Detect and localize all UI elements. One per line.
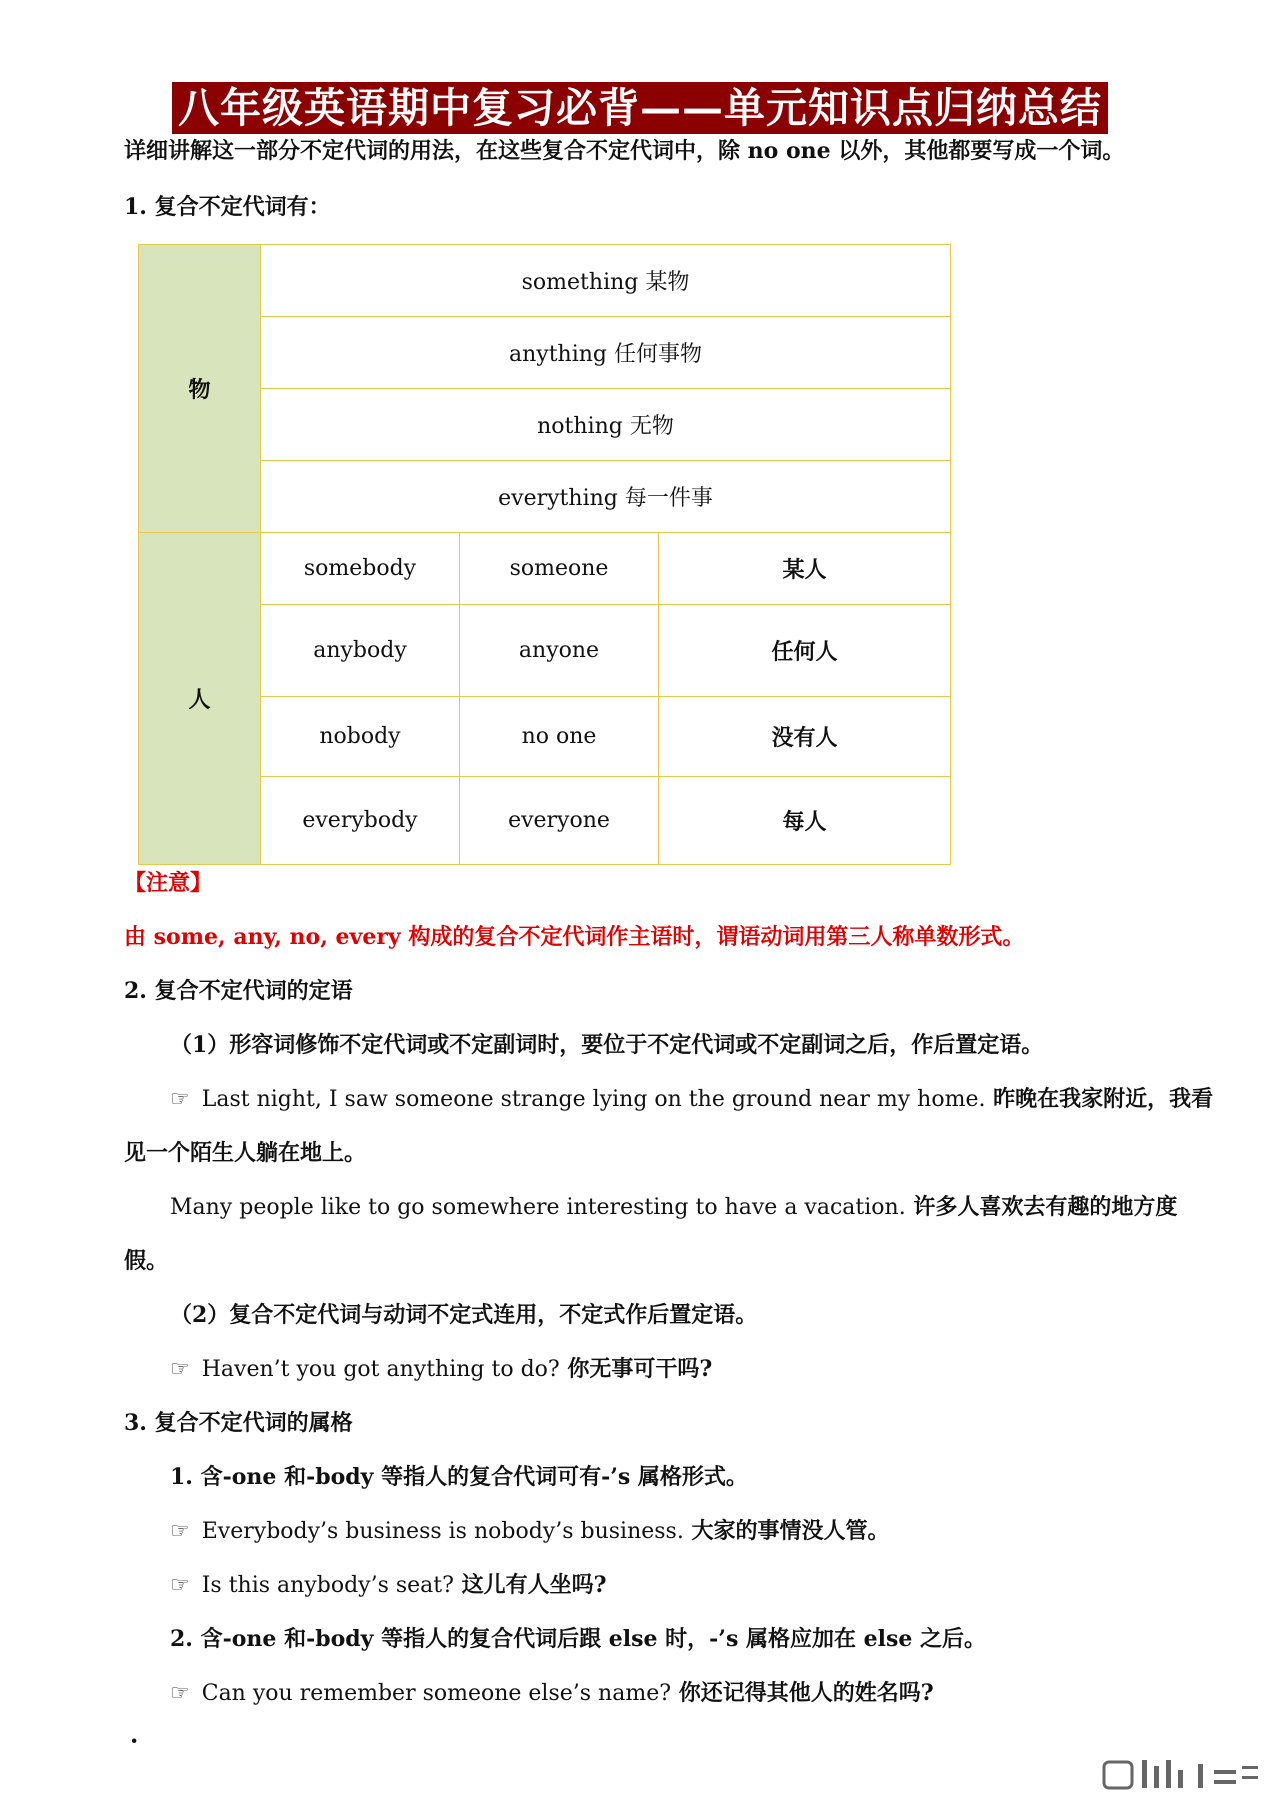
- table-row: [139, 461, 951, 533]
- example-en: Everybody’s business is nobody’s business.: [201, 1519, 684, 1544]
- section3-heading: 3. 复合不定代词的属格: [124, 1410, 353, 1436]
- example-en: Last night, I saw someone strange lying on the ground near my home.: [201, 1087, 986, 1112]
- example-zh: 昨晚在我家附近，我看: [985, 1086, 1214, 1112]
- people-one-cell: no one: [460, 697, 659, 777]
- example-en: Many people like to go somewhere interesting to have a vacation.: [170, 1195, 906, 1220]
- people-body-cell: nobody: [261, 697, 460, 777]
- example-line: [170, 1354, 712, 1385]
- example-line: [170, 1516, 890, 1547]
- watermark-logo: [1102, 1756, 1262, 1792]
- things-cell: anything 任何事物: [261, 317, 951, 389]
- example-continuation: 见一个陌生人躺在地上。: [124, 1140, 367, 1166]
- trailing-dot: ·: [130, 1726, 139, 1755]
- people-zh-cell: 某人: [659, 533, 951, 605]
- note-text: 由 some, any, no, every 构成的复合不定代词作主语时，谓语动词用第三人称单数形式。: [124, 924, 1025, 950]
- table-row: [139, 533, 951, 605]
- example-line: [170, 1192, 1177, 1223]
- pointing-hand-icon: ☞: [170, 1357, 190, 1382]
- section3-rule2: 2. 含-one 和-body 等指人的复合代词后跟 else 时，-’s 属格应加在 else 之后。: [170, 1626, 987, 1652]
- example-en: Can you remember someone else’s name?: [201, 1681, 672, 1706]
- pointing-hand-icon: ☞: [170, 1573, 190, 1598]
- table-row: [139, 777, 951, 865]
- example-zh: 你还记得其他人的姓名吗?: [671, 1680, 934, 1706]
- example-line: [170, 1570, 607, 1601]
- title-wrap: [0, 82, 1280, 134]
- pronoun-table: [138, 244, 951, 865]
- things-cell: something 某物: [261, 245, 951, 317]
- table-row: [139, 697, 951, 777]
- example-zh: 你无事可干吗?: [559, 1356, 713, 1382]
- people-zh-cell: 每人: [659, 777, 951, 865]
- things-cell: everything 每一件事: [261, 461, 951, 533]
- people-one-cell: everyone: [460, 777, 659, 865]
- example-zh: 大家的事情没人管。: [683, 1518, 890, 1544]
- things-category: 物: [139, 245, 261, 533]
- section3-rule1: 1. 含-one 和-body 等指人的复合代词可有-’s 属格形式。: [170, 1464, 748, 1490]
- section2-heading: 2. 复合不定代词的定语: [124, 978, 353, 1004]
- people-body-cell: anybody: [261, 605, 460, 697]
- table-row: [139, 605, 951, 697]
- example-zh: 许多人喜欢去有趣的地方度: [905, 1194, 1178, 1220]
- page-title: 八年级英语期中复习必背——单元知识点归纳总结: [172, 82, 1108, 134]
- section2-rule2: （2）复合不定代词与动词不定式连用，不定式作后置定语。: [170, 1302, 758, 1328]
- people-one-cell: anyone: [460, 605, 659, 697]
- example-en: Haven’t you got anything to do?: [201, 1357, 560, 1382]
- example-zh: 这儿有人坐吗?: [453, 1572, 607, 1598]
- table-row: [139, 245, 951, 317]
- example-continuation: 假。: [124, 1248, 169, 1274]
- pointing-hand-icon: ☞: [170, 1519, 190, 1544]
- table-row: [139, 317, 951, 389]
- pointing-hand-icon: ☞: [170, 1087, 190, 1112]
- people-body-cell: everybody: [261, 777, 460, 865]
- section1-heading: 1. 复合不定代词有：: [124, 194, 331, 220]
- people-category: 人: [139, 533, 261, 865]
- people-zh-cell: 任何人: [659, 605, 951, 697]
- people-body-cell: somebody: [261, 533, 460, 605]
- section2-rule1: （1）形容词修饰不定代词或不定副词时，要位于不定代词或不定副词之后，作后置定语。: [170, 1032, 1044, 1058]
- intro-text: 详细讲解这一部分不定代词的用法，在这些复合不定代词中，除 no one 以外，其他都要写成一个词。: [124, 138, 1125, 164]
- note-label: 【注意】: [124, 870, 213, 896]
- pointing-hand-icon: ☞: [170, 1681, 190, 1706]
- people-zh-cell: 没有人: [659, 697, 951, 777]
- example-en: Is this anybody’s seat?: [201, 1573, 454, 1598]
- people-one-cell: someone: [460, 533, 659, 605]
- things-cell: nothing 无物: [261, 389, 951, 461]
- example-line: [170, 1084, 1213, 1115]
- table-row: [139, 389, 951, 461]
- example-line: [170, 1678, 934, 1709]
